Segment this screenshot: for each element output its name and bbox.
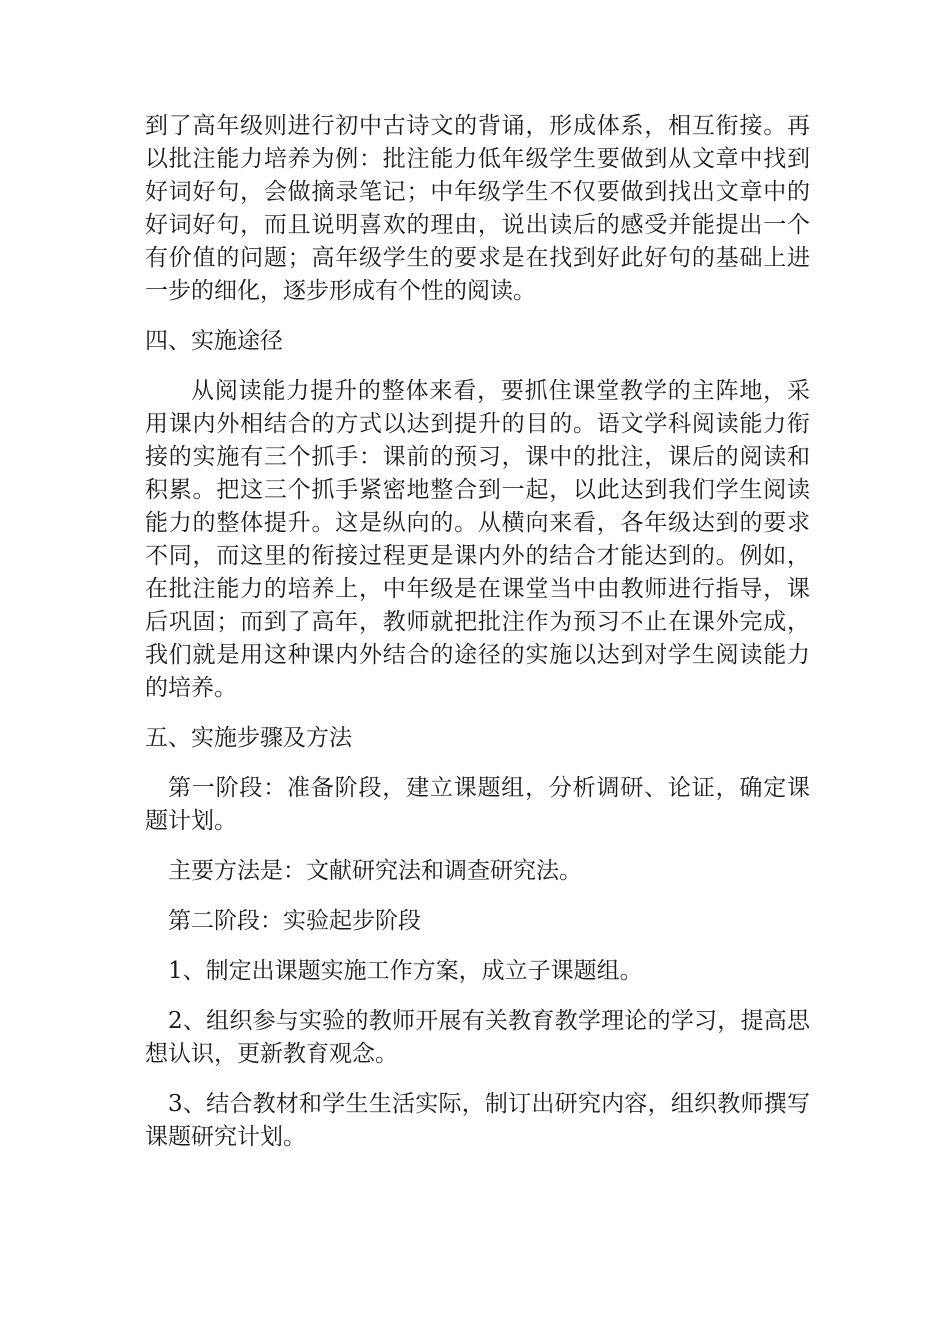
list-item-3: 3、结合教材和学生生活实际，制订出研究内容，组织教师撰写课题研究计划。: [145, 1091, 810, 1150]
paragraph-implementation-path: 从阅读能力提升的整体来看，要抓住课堂教学的主阵地，采用课内外相结合的方式以达到提升的目的。语文学科阅读能力衔接的实施有三个抓手：课前的预习，课中的批注，课后的阅读和积累。把这三个抓手紧密地整合到一起，以此达到我们学生阅读能力的整体提升。这是纵向的。从横向来看，各年级达到的要求不同，而这里的衔接过程更是课内外的结合才能达到的。例如，在批注能力的培养上，中年级是在课堂当中由教师进行指导，课后巩固；而到了高年，教师就把批注作为预习不止在课外完成，我们就是用这种课内外结合的途径的实施以达到对学生阅读能力的培养。: [145, 378, 810, 701]
section-heading-implementation-path: 四、实施途径: [145, 328, 283, 354]
paragraph-main-methods: 主要方法是：文献研究法和调查研究法。: [168, 858, 582, 884]
list-item-2: 2、组织参与实验的教师开展有关教育教学理论的学习，提高思想认识，更新教育观念。: [145, 1008, 810, 1067]
list-item-1: 1、制定出课题实施工作方案，成立子课题组。: [168, 958, 643, 984]
paragraph-stage-one: 第一阶段：准备阶段，建立课题组，分析调研、论证，确定课题计划。: [145, 775, 810, 834]
section-heading-steps-methods: 五、实施步骤及方法: [145, 725, 352, 751]
document-page: [145, 110, 810, 1171]
paragraph-stage-two: 第二阶段：实验起步阶段: [168, 908, 421, 934]
paragraph-annotation-progression: 到了高年级则进行初中古诗文的背诵，形成体系，相互衔接。再以批注能力培养为例：批注能力低年级学生要做到从文章中找到好词好句，会做摘录笔记；中年级学生不仅要做到找出文章中的好词好句，而且说明喜欢的理由，说出读后的感受并能提出一个有价值的问题；高年级学生的要求是在找到好此好句的基础上进一步的细化，逐步形成有个性的阅读。: [145, 113, 810, 304]
